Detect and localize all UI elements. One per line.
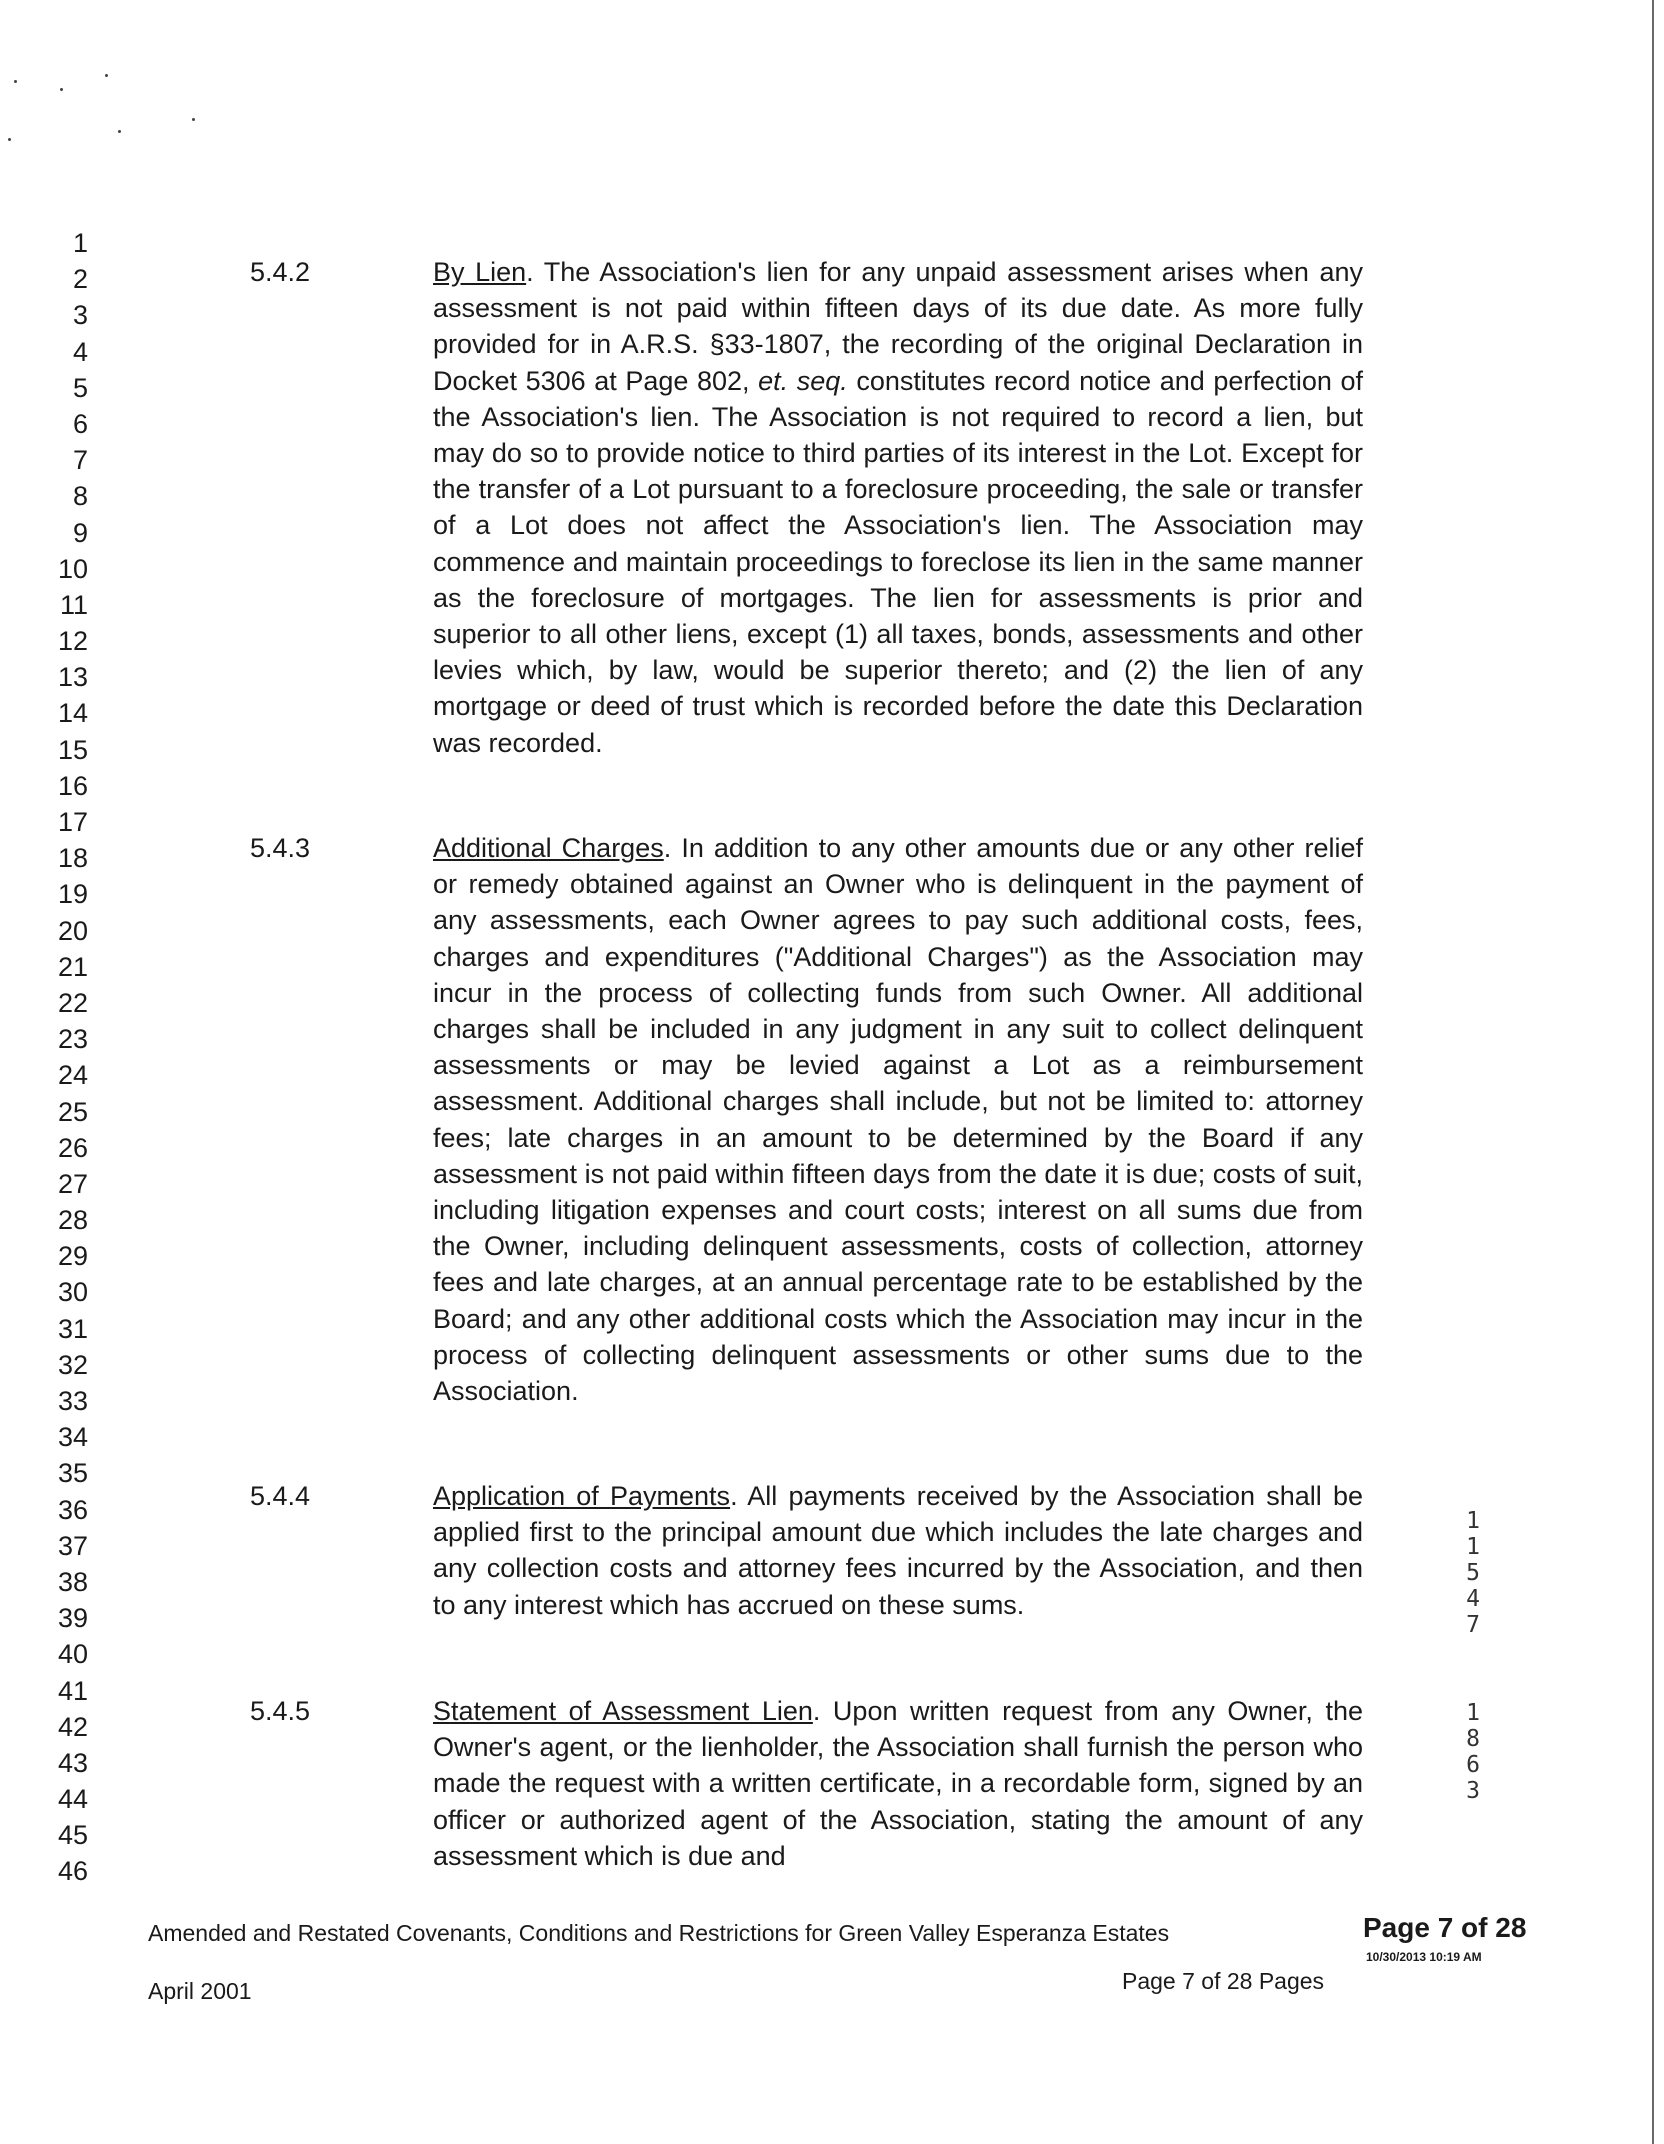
section-paragraph bbox=[433, 830, 1363, 1409]
line-number: 20 bbox=[57, 915, 88, 946]
scan-speck bbox=[118, 130, 121, 133]
scan-speck bbox=[105, 74, 108, 77]
line-number: 2 bbox=[72, 264, 88, 295]
line-number: 21 bbox=[57, 951, 88, 982]
line-number: 40 bbox=[57, 1639, 88, 1670]
page-edge-line bbox=[1652, 0, 1654, 2144]
stamp-digit: 5 bbox=[1466, 1560, 1480, 1586]
line-number: 7 bbox=[72, 445, 88, 476]
stamp-digit: 1 bbox=[1466, 1508, 1480, 1534]
line-number: 33 bbox=[57, 1386, 88, 1416]
line-number: 11 bbox=[59, 589, 88, 620]
page-stamp: Page 7 of 28 bbox=[1363, 1912, 1527, 1943]
line-number: 13 bbox=[57, 662, 88, 693]
section-text: . Upon written request from any Owner, the Owner's agent, or the lienholder, the Association shall furnish the person who made the request with a written certificate, in a recordable form, signed by an officer or authorized agent of the Association, stating the amount of any assessment which is due and bbox=[433, 1696, 1363, 1871]
stamp-digit: 7 bbox=[1466, 1612, 1480, 1638]
scan-speck bbox=[60, 88, 63, 91]
line-number: 44 bbox=[57, 1784, 88, 1815]
scan-speck bbox=[192, 118, 195, 121]
line-number: 42 bbox=[57, 1711, 88, 1742]
line-number: 23 bbox=[57, 1024, 88, 1055]
line-number: 4 bbox=[72, 336, 88, 367]
section-number: 5.4.3 bbox=[250, 833, 311, 863]
footer-date: April 2001 bbox=[148, 1978, 252, 2004]
stamp-digit: 1 bbox=[1466, 1700, 1480, 1726]
scan-speck bbox=[8, 138, 11, 141]
section-text: . All payments received by the Association shall be applied first to the principal amount due which includes the late charges and any collection costs and attorney fees incurred by the Association, and then to any interest which has accrued on these sums. bbox=[433, 1481, 1363, 1620]
line-number: 39 bbox=[57, 1603, 88, 1634]
line-number: 32 bbox=[57, 1349, 88, 1380]
line-number: 17 bbox=[57, 807, 88, 837]
line-number: 45 bbox=[57, 1820, 88, 1851]
line-number: 29 bbox=[57, 1241, 88, 1272]
line-number: 19 bbox=[57, 879, 88, 910]
line-number: 30 bbox=[57, 1277, 88, 1308]
line-number: 37 bbox=[57, 1530, 88, 1561]
line-number: 24 bbox=[57, 1060, 88, 1091]
line-number: 5 bbox=[72, 372, 88, 403]
section-paragraph bbox=[433, 1478, 1363, 1623]
footer-page-count: Page 7 of 28 Pages bbox=[1122, 1968, 1325, 1994]
recording-stamp-lower bbox=[1462, 1700, 1484, 1804]
section-heading: Application of Payments bbox=[433, 1481, 731, 1511]
line-number: 18 bbox=[57, 843, 88, 874]
footer-document-title: Amended and Restated Covenants, Conditions and Restrictions for Green Valley Esperanza Estates bbox=[148, 1920, 1170, 1946]
section-text: . The Association's lien for any unpaid assessment arises when any assessment is not paid within fifteen days of its due date. As more fully provided for in A.R.S. §33-1807, the recording of the original Declaration in Docket 5306 at Page 802, bbox=[433, 257, 1363, 396]
section-heading: Additional Charges bbox=[433, 833, 664, 863]
line-number: 38 bbox=[57, 1566, 88, 1597]
line-number: 22 bbox=[57, 987, 88, 1018]
line-number: 9 bbox=[72, 517, 88, 548]
line-number: 35 bbox=[57, 1458, 88, 1489]
section-text: constitutes record notice and perfection of the Association's lien. The Association is not required to record a lien, but may do so to provide notice to third parties of its interest in the Lot. Except for the transfer of a Lot pursuant to a foreclosure proceeding, the sale or transfer of a Lot does not affect the Association's lien. The Association may commence and maintain proceedings to foreclose its lien in the same manner as the foreclosure of mortgages. The lien for assessments is prior and superior to all other liens, except (1) all taxes, bonds, assessments and other levies which, by law, would be superior thereto; and (2) the lien of any mortgage or deed of trust which is recorded before the date this Declaration was recorded. bbox=[433, 365, 1363, 758]
stamp-digit: 1 bbox=[1466, 1534, 1480, 1560]
line-number: 31 bbox=[57, 1313, 88, 1344]
line-number: 14 bbox=[57, 698, 88, 729]
section-number: 5.4.5 bbox=[250, 1696, 311, 1726]
section-paragraph bbox=[433, 254, 1363, 761]
section-number: 5.4.2 bbox=[250, 257, 311, 287]
section-heading: Statement of Assessment Lien bbox=[433, 1696, 813, 1726]
line-number: 46 bbox=[57, 1856, 88, 1887]
section-text: . In addition to any other amounts due or any other relief or remedy obtained against an Owner who is delinquent in the payment of any assessments, each Owner agrees to pay such additional costs, fees, charges and expenditures ("Additional Charges") as the Association may incur in the process of collecting funds from such Owner. All additional charges shall be included in any judgment in any suit to collect delinquent assessments or may be levied against a Lot as a reimbursement assessment. Additional charges shall include, but not be limited to: attorney fees; late charges in an amount to be determined by the Board if any assessment is not paid within fifteen days from the date it is due; costs of suit, including litigation expenses and court costs; interest on all sums due from the Owner, including delinquent assessments, costs of collection, attorney fees and late charges, at an annual percentage rate to be established by the Board; and any other additional costs which the Association may incur in the process of collecting delinquent assessments or other sums due to the Association. bbox=[433, 833, 1363, 1407]
line-number: 1 bbox=[72, 228, 88, 258]
stamp-digit: 4 bbox=[1466, 1586, 1480, 1612]
line-number: 6 bbox=[72, 408, 88, 439]
line-number: 16 bbox=[57, 770, 88, 801]
line-number: 28 bbox=[57, 1205, 88, 1236]
line-number-column bbox=[52, 225, 88, 1890]
stamp-digit: 6 bbox=[1466, 1752, 1480, 1778]
line-number: 10 bbox=[57, 553, 88, 584]
line-number: 41 bbox=[57, 1675, 88, 1706]
line-number: 36 bbox=[57, 1494, 88, 1525]
line-number: 26 bbox=[57, 1132, 88, 1163]
section-emphasis: et. seq. bbox=[758, 365, 848, 396]
section-number: 5.4.4 bbox=[250, 1481, 311, 1511]
stamp-digit: 3 bbox=[1466, 1778, 1480, 1804]
section-paragraph bbox=[433, 1693, 1363, 1874]
line-number: 12 bbox=[57, 626, 88, 657]
line-number: 25 bbox=[57, 1096, 88, 1127]
line-number: 8 bbox=[72, 481, 88, 512]
line-number: 43 bbox=[57, 1747, 88, 1778]
stamp-timestamp: 10/30/2013 10:19 AM bbox=[1366, 1950, 1482, 1964]
line-number: 27 bbox=[57, 1168, 88, 1199]
section-heading: By Lien bbox=[433, 257, 527, 287]
line-number: 34 bbox=[57, 1422, 88, 1453]
stamp-digit: 8 bbox=[1466, 1726, 1480, 1752]
line-number: 15 bbox=[57, 734, 88, 765]
recording-stamp-upper bbox=[1462, 1508, 1484, 1638]
line-number: 3 bbox=[72, 300, 88, 331]
scan-speck bbox=[14, 80, 17, 83]
